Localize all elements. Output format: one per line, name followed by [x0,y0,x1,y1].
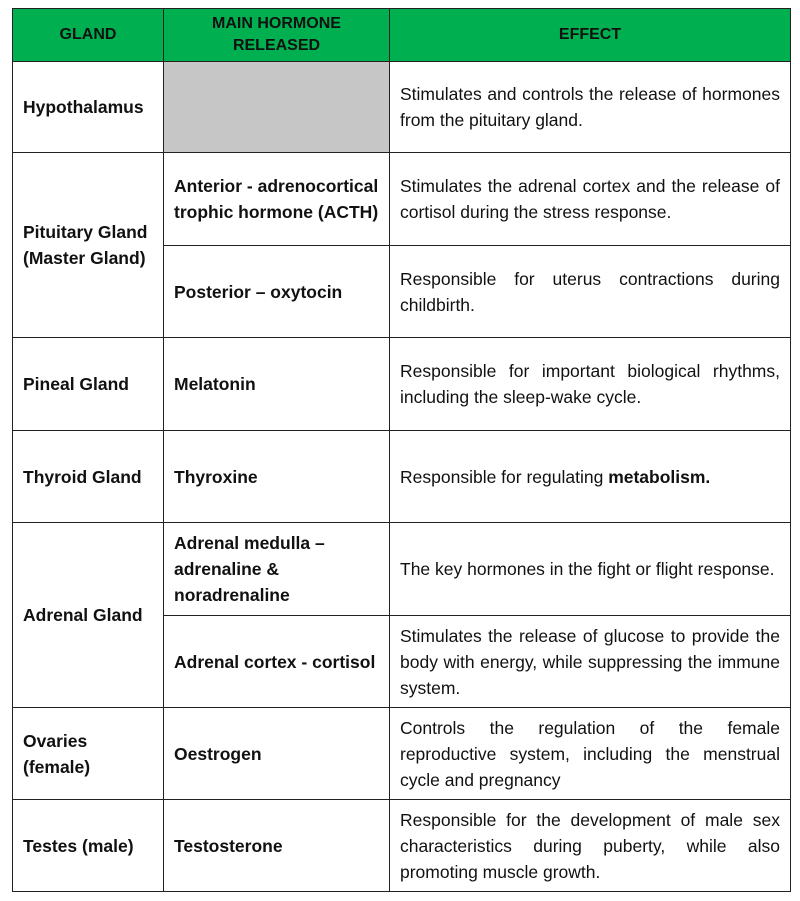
hormone-name: Testosterone [164,800,390,892]
table-row [13,62,791,153]
effect-text-prefix: Responsible for regulating [400,466,609,487]
effect-text: Stimulates the release of glucose to provide the body with energy, while suppressing the immune system. [390,616,791,708]
effect-text: Responsible for uterus contractions during childbirth. [390,246,791,338]
table-row [13,800,791,892]
effect-text: Responsible for important biological rhythms, including the sleep-wake cycle. [390,338,791,431]
gland-name: Testes (male) [13,800,164,892]
hormone-name: Adrenal cortex - cortisol [164,616,390,708]
table-row [13,431,791,523]
hormone-name: Melatonin [164,338,390,431]
effect-text: Stimulates and controls the release of hormones from the pituitary gland. [390,62,791,153]
hormone-name: Thyroxine [164,431,390,523]
gland-name: Ovaries (female) [13,708,164,800]
effect-text: The key hormones in the fight or flight response. [390,523,791,616]
hormone-name: Oestrogen [164,708,390,800]
effect-text [390,431,791,523]
hormone-name: Anterior - adrenocortical trophic hormone (ACTH) [164,153,390,246]
header-row [13,9,791,62]
header-gland: GLAND [13,9,164,62]
gland-name: Adrenal Gland [13,523,164,708]
table-row [13,153,791,246]
gland-name: Hypothalamus [13,62,164,153]
effect-text: Responsible for the development of male sex characteristics during puberty, while also promoting muscle growth. [390,800,791,892]
hormone-name: Posterior – oxytocin [164,246,390,338]
effect-text-bold: metabolism. [608,466,711,487]
gland-name: Thyroid Gland [13,431,164,523]
table-row [13,708,791,800]
gland-name: Pineal Gland [13,338,164,431]
header-effect: EFFECT [390,9,791,62]
effect-text: Controls the regulation of the female reproductive system, including the menstrual cycle and pregnancy [390,708,791,800]
effect-text: Stimulates the adrenal cortex and the release of cortisol during the stress response. [390,153,791,246]
gland-hormone-table [12,8,791,892]
empty-hormone-cell [164,62,390,153]
table-row [13,338,791,431]
gland-name: Pituitary Gland (Master Gland) [13,153,164,338]
hormone-name: Adrenal medulla – adrenaline & noradrenaline [164,523,390,616]
table-row [13,523,791,616]
header-main-hormone: MAIN HORMONE RELEASED [164,9,390,62]
